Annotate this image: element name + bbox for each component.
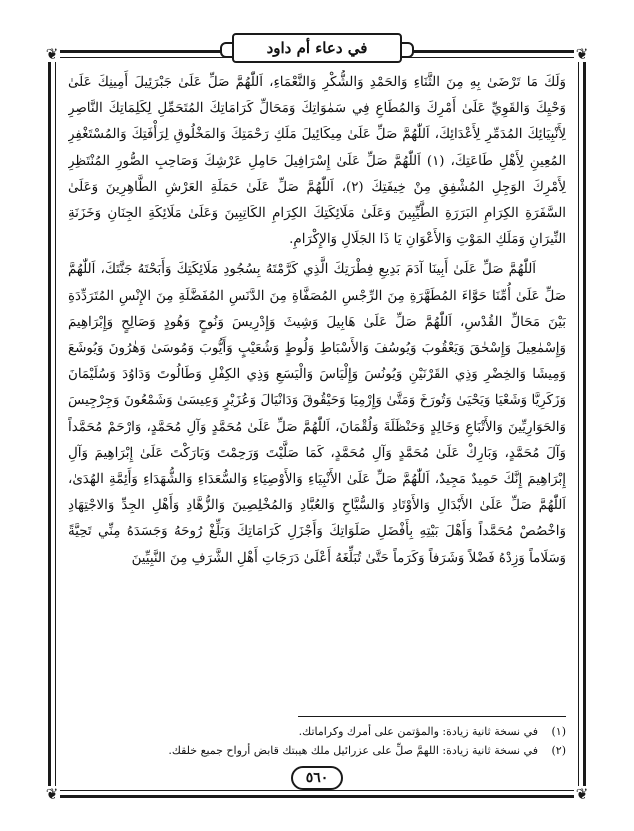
footnote-item	[68, 741, 566, 760]
footnote-number: (١)	[551, 725, 566, 738]
chapter-header	[232, 33, 402, 63]
paragraph: اَللّٰهُمَّ صَلِّ عَلَىٰ أَبِينَا آدَمَ بَدِيعِ فِطْرَتِكَ الَّذِي كَرَّمْتَهُ بِسُجُودِ مَلَائِكَتِكَ وَأَبَحْتَهُ جَنَّتَكَ، اَللّٰهُمَّ صَلِّ عَلَىٰ أُمِّنَا حَوَّاءَ المُطَهَّرَةِ مِنَ الرِّجْسِ المُصَفَّاةِ مِنَ الدَّنَسِ المُفَضَّلَةِ مِنَ الإِنْسِ المُتَرَدِّدَةِ بَيْنَ مَحَالِّ القُدْسِ، اَللّٰهُمَّ صَلِّ عَلَىٰ هَابِيلَ وَشِيثَ وَإِدْرِيسَ وَنُوحٍ وَهُودٍ وَصَالِحٍ وَإِبْرَاهِيمَ وَإِسْمٰعِيلَ وَإِسْحٰقَ وَيَعْقُوبَ وَيُوسُفَ وَالأَسْبَاطِ وَلُوطٍ وَشُعَيْبٍ وَأَيُّوبَ وَمُوسَىٰ وَهٰرُونَ وَيُوشَعَ وَمِيشَا وَالخِضْرِ وَذِي القَرْنَيْنِ وَيُونُسَ وَإِلْيَاسَ وَالْيَسَعِ وَذِي الكِفْلِ وَطَالُوتَ وَدَاوُدَ وَسُلَيْمَانَ وَزَكَرِيَّا وَشَعْيَا وَيَحْيَىٰ وَتُورَخَ وَمَتَّىٰ وَإِرْمِيَا وَحَيْقُوقَ وَدَانْيَالَ وَعُزَيْرٍ وَعِيسَىٰ وَشَمْعُونَ وَجِرْجِيسَ وَالحَوَارِيِّينَ وَالأَتْبَاعِ وَخَالِدٍ وَحَنْظَلَةَ وَلُقْمَانَ، اَللّٰهُمَّ صَلِّ عَلَىٰ مُحَمَّدٍ وَآلِ مُحَمَّدٍ، وَارْحَمْ مُحَمَّداً وَآلَ مُحَمَّدٍ، وَبَارِكْ عَلَىٰ مُحَمَّدٍ وَآلِ مُحَمَّدٍ، كَمَا صَلَّيْتَ وَرَحِمْتَ وَبَارَكْتَ عَلَىٰ إِبْرَاهِيمَ وَآلِ إِبْرَاهِيمَ إِنَّكَ حَمِيدٌ مَجِيدٌ، اَللّٰهُمَّ صَلِّ عَلَىٰ الأَنْبِيَاءِ وَالأَوْصِيَاءِ وَالسُّعَدَاءِ وَالشُّهَدَاءِ وَأَئِمَّةِ الهُدَىٰ، اَللّٰهُمَّ صَلِّ عَلَىٰ الأَبْدَالِ وَالأَوْتَادِ وَالسُّيَّاحِ وَالعُبَّادِ وَالمُخْلِصِينَ وَالزُّهَّادِ وَأَهْلِ الجِدِّ وَالاجْتِهَادِ وَاخْصُصْ مُحَمَّداً وَأَهْلَ بَيْتِهِ بِأَفْضَلِ صَلَوَاتِكَ وَأَجْزَلِ كَرَامَاتِكَ وَبَلِّغْ رُوحَهُ وَجَسَدَهُ مِنِّي تَحِيَّةً وَسَلَاماً وَزِدْهُ فَضْلاً وَشَرَفاً وَكَرَماً حَتَّىٰ تُبَلِّغَهُ أَعْلَىٰ دَرَجَاتِ أَهْلِ الشَّرَفِ مِنَ النَّبِيِّينَ	[68, 262, 566, 566]
footnote-item	[68, 722, 566, 741]
footnotes	[68, 722, 566, 760]
footnote-text: في نسخة ثانية زيادة: اللهمَّ صلِّ على عزرائيل ملك هيبتك قابض أرواح جميع خلقك.	[168, 744, 538, 757]
footnote-text: في نسخة ثانية زيادة: والمؤتمن على أمرك وكراماتك.	[298, 725, 538, 738]
footnote-divider	[298, 716, 566, 717]
corner-ornament-icon: ❦	[45, 785, 59, 803]
main-text	[68, 70, 566, 710]
paragraph: وَلَكَ مَا تَرْضَىٰ بِهِ مِنَ الثَّنَاءِ وَالحَمْدِ وَالشُّكْرِ وَالنَّعْمَاءِ، اَللّٰهُمَّ صَلِّ عَلَىٰ جَبْرَئِيلَ أَمِينِكَ عَلَىٰ وَحْيِكَ وَالقَوِيِّ عَلَىٰ أَمْرِكَ وَالمُطَاعِ فِي سَمٰوَاتِكَ وَمَحَالِّ كَرَامَاتِكَ المُتَحَمِّلِ لِكَلِمَاتِكَ النَّاصِرِ لِأَنْبِيَائِكَ المُدَمِّرِ لِأَعْدَائِكَ، اَللّٰهُمَّ صَلِّ عَلَىٰ مِيكَائِيلَ مَلَكِ رَحْمَتِكَ وَالمَخْلُوقِ لِرَأْفَتِكَ وَالمُسْتَغْفِرِ المُعِينِ لِأَهْلِ طَاعَتِكَ، (١) اَللّٰهُمَّ صَلِّ عَلَىٰ إِسْرَافِيلَ حَامِلِ عَرْشِكَ وَصَاحِبِ الصُّورِ المُنْتَظِرِ لِأَمْرِكَ الوَجِلِ المُشْفِقِ مِنْ خِيفَتِكَ (٢)، اَللّٰهُمَّ صَلِّ عَلَىٰ حَمَلَةِ العَرْشِ الطَّاهِرِينَ وَعَلَىٰ السَّفَرَةِ الكِرَامِ البَرَرَةِ الطَّيِّبِينَ وَعَلَىٰ مَلَائِكَتِكَ الكِرَامِ الكَاتِبِينَ وَعَلَىٰ مَلَائِكَةِ الجِنَانِ وَخَزَنَةِ النِّيرَانِ وَمَلَكِ المَوْتِ وَالأَعْوَانِ يَا ذَا الجَلَالِ وَالإِكْرَامِ.	[68, 75, 566, 248]
corner-ornament-icon: ❦	[575, 785, 589, 803]
page-number: ٥٦٠	[305, 770, 329, 786]
corner-ornament-icon: ❦	[45, 45, 59, 63]
footnote-number: (٢)	[551, 744, 566, 757]
chapter-title: في دعاء أم داود	[266, 39, 368, 57]
corner-ornament-icon: ❦	[575, 45, 589, 63]
page-number-badge	[291, 766, 343, 790]
